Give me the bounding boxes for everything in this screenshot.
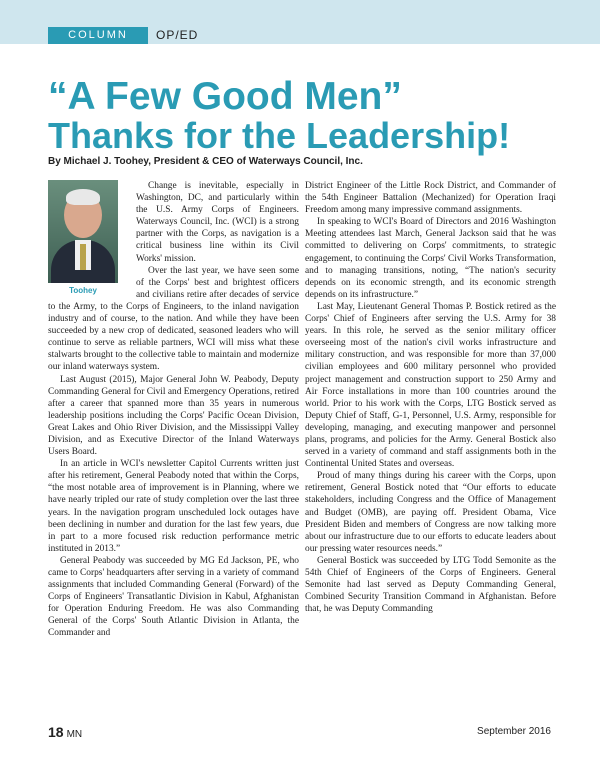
photo-caption: Toohey bbox=[69, 286, 97, 295]
paragraph: Proud of many things during his career with the Corps, upon retirement, General Bostick noted that “Our efforts to educate stakeholders, including Congress and the Office of Management and Budget (OMB), are paying off. President Obama, Vice President Biden and members of Congress are now talking more about our infrastructure due to our efforts to educate leaders about our pressing water resources needs.” bbox=[305, 471, 556, 554]
paragraph: Over the last year, we have seen some of the Corps' best and brightest officers and civilians retire after decades of service to the Army, to the Corps of Engineers, to the inland navigation industry and of course, to the nation. And while they have been succeeded by a new crop of dedicated, seasoned leaders who will continue to serve as reliable partners, WCI will miss what these stalwarts brought to the collective table to maintain and modernize our inland waterways system. bbox=[48, 265, 299, 373]
issue-date: September 2016 bbox=[477, 726, 551, 737]
paragraph: In speaking to WCI's Board of Directors and 2016 Washington Meeting attendees last March, General Jackson said that he was committed to delivering on Corps' commitments, to strategic engagement, to continuing the Corps' Civil Works Transformation, and to managing transitions, noting, “The nation's security depends on its economic strength, and its economic strength depends on its infrastructure.” bbox=[305, 217, 556, 300]
paragraph: General Peabody was succeeded by MG Ed Jackson, PE, who came to Corps' headquarters after serving in a variety of command assignments that included Commanding General (Forward) of the Corps of Engineers' Transatlantic Division in Kabul, Afghanistan for Operation Enduring Freedom. He was also Commanding General of the Corps' South Atlantic Division in Atlanta, the Commander and bbox=[48, 555, 299, 639]
section-tag: COLUMN bbox=[48, 27, 148, 44]
paragraph: In an article in WCI's newsletter Capitol Currents written just after his retirement, General Peabody noted that within the Corps, “the most notable area of improvement is in Planning, where we have nearly tripled our rate of study completion over the last three years. In the navigation program unscheduled lock outages have been declining in number and duration for the last few years, due in part to a more focused risk reduction performance metric instituted in 2013.” bbox=[48, 459, 299, 554]
author-photo-block bbox=[48, 180, 128, 298]
page-number: 18 bbox=[48, 724, 64, 740]
paragraph: District Engineer of the Little Rock District, and Commander of the 54th Engineer Battalion (Mechanized) for Operation Iraqi Freedom among many impressive command assignments. bbox=[305, 181, 556, 216]
paragraph: Last May, Lieutenant General Thomas P. Bostick retired as the Corps' Chief of Engineers after serving the U.S. Army for 38 years. In this role, he served as the senior military officer overseeing most of the nation's civil works infrastructure and military construction, and was responsible for more than 37,000 civilian employees and 600 military personnel who provided project management and construction support to 250 Army and Air Force installations in more than 100 countries around the world. Prior to his work with the Corps, LTG Bostick served as Deputy Chief of Staff, G-1, Personnel, U.S. Army, responsible for developing, managing, and executing manpower and personnel plans, programs, and policies for the Army. General Bostick also served in a variety of command and staff assignments both in the Continental United States and overseas. bbox=[305, 301, 556, 470]
paragraph: Last August (2015), Major General John W. Peabody, Deputy Commanding General for Civil and Emergency Operations, retired after a career that spanned more than 35 years in numerous leadership positions including the Corps' Pacific Ocean Division, Great Lakes and Ohio River Division, and the Mississippi Valley Division, and as Executive Director of the Inland Waterways Users Board. bbox=[48, 374, 299, 458]
byline: By Michael J. Toohey, President & CEO of Waterways Council, Inc. bbox=[48, 156, 363, 167]
left-column bbox=[48, 180, 299, 710]
headline-line-1: “A Few Good Men” bbox=[48, 75, 402, 118]
author-photo bbox=[48, 180, 118, 283]
magazine-name: MN bbox=[66, 729, 83, 740]
headline-line-2: Thanks for the Leadership! bbox=[48, 115, 511, 156]
page-folio bbox=[48, 724, 82, 742]
right-column bbox=[305, 180, 556, 710]
section-subtitle: OP/ED bbox=[156, 28, 199, 42]
paragraph: General Bostick was succeeded by LTG Todd Semonite as the 54th Chief of Engineers of the Corps of Engineers. General Semonite had last served as Deputy Commanding General, Combined Security Transition Command in Afghanistan. Before that, he was Deputy Commanding bbox=[305, 555, 556, 615]
paragraph: Change is inevitable, especially in Washington, DC, and particularly within the U.S. Army Corps of Engineers. Waterways Council, Inc. (WCI) is a strong partner with the Corps, as navigation is a critical business line within its Civil Works' mission. bbox=[136, 181, 299, 264]
